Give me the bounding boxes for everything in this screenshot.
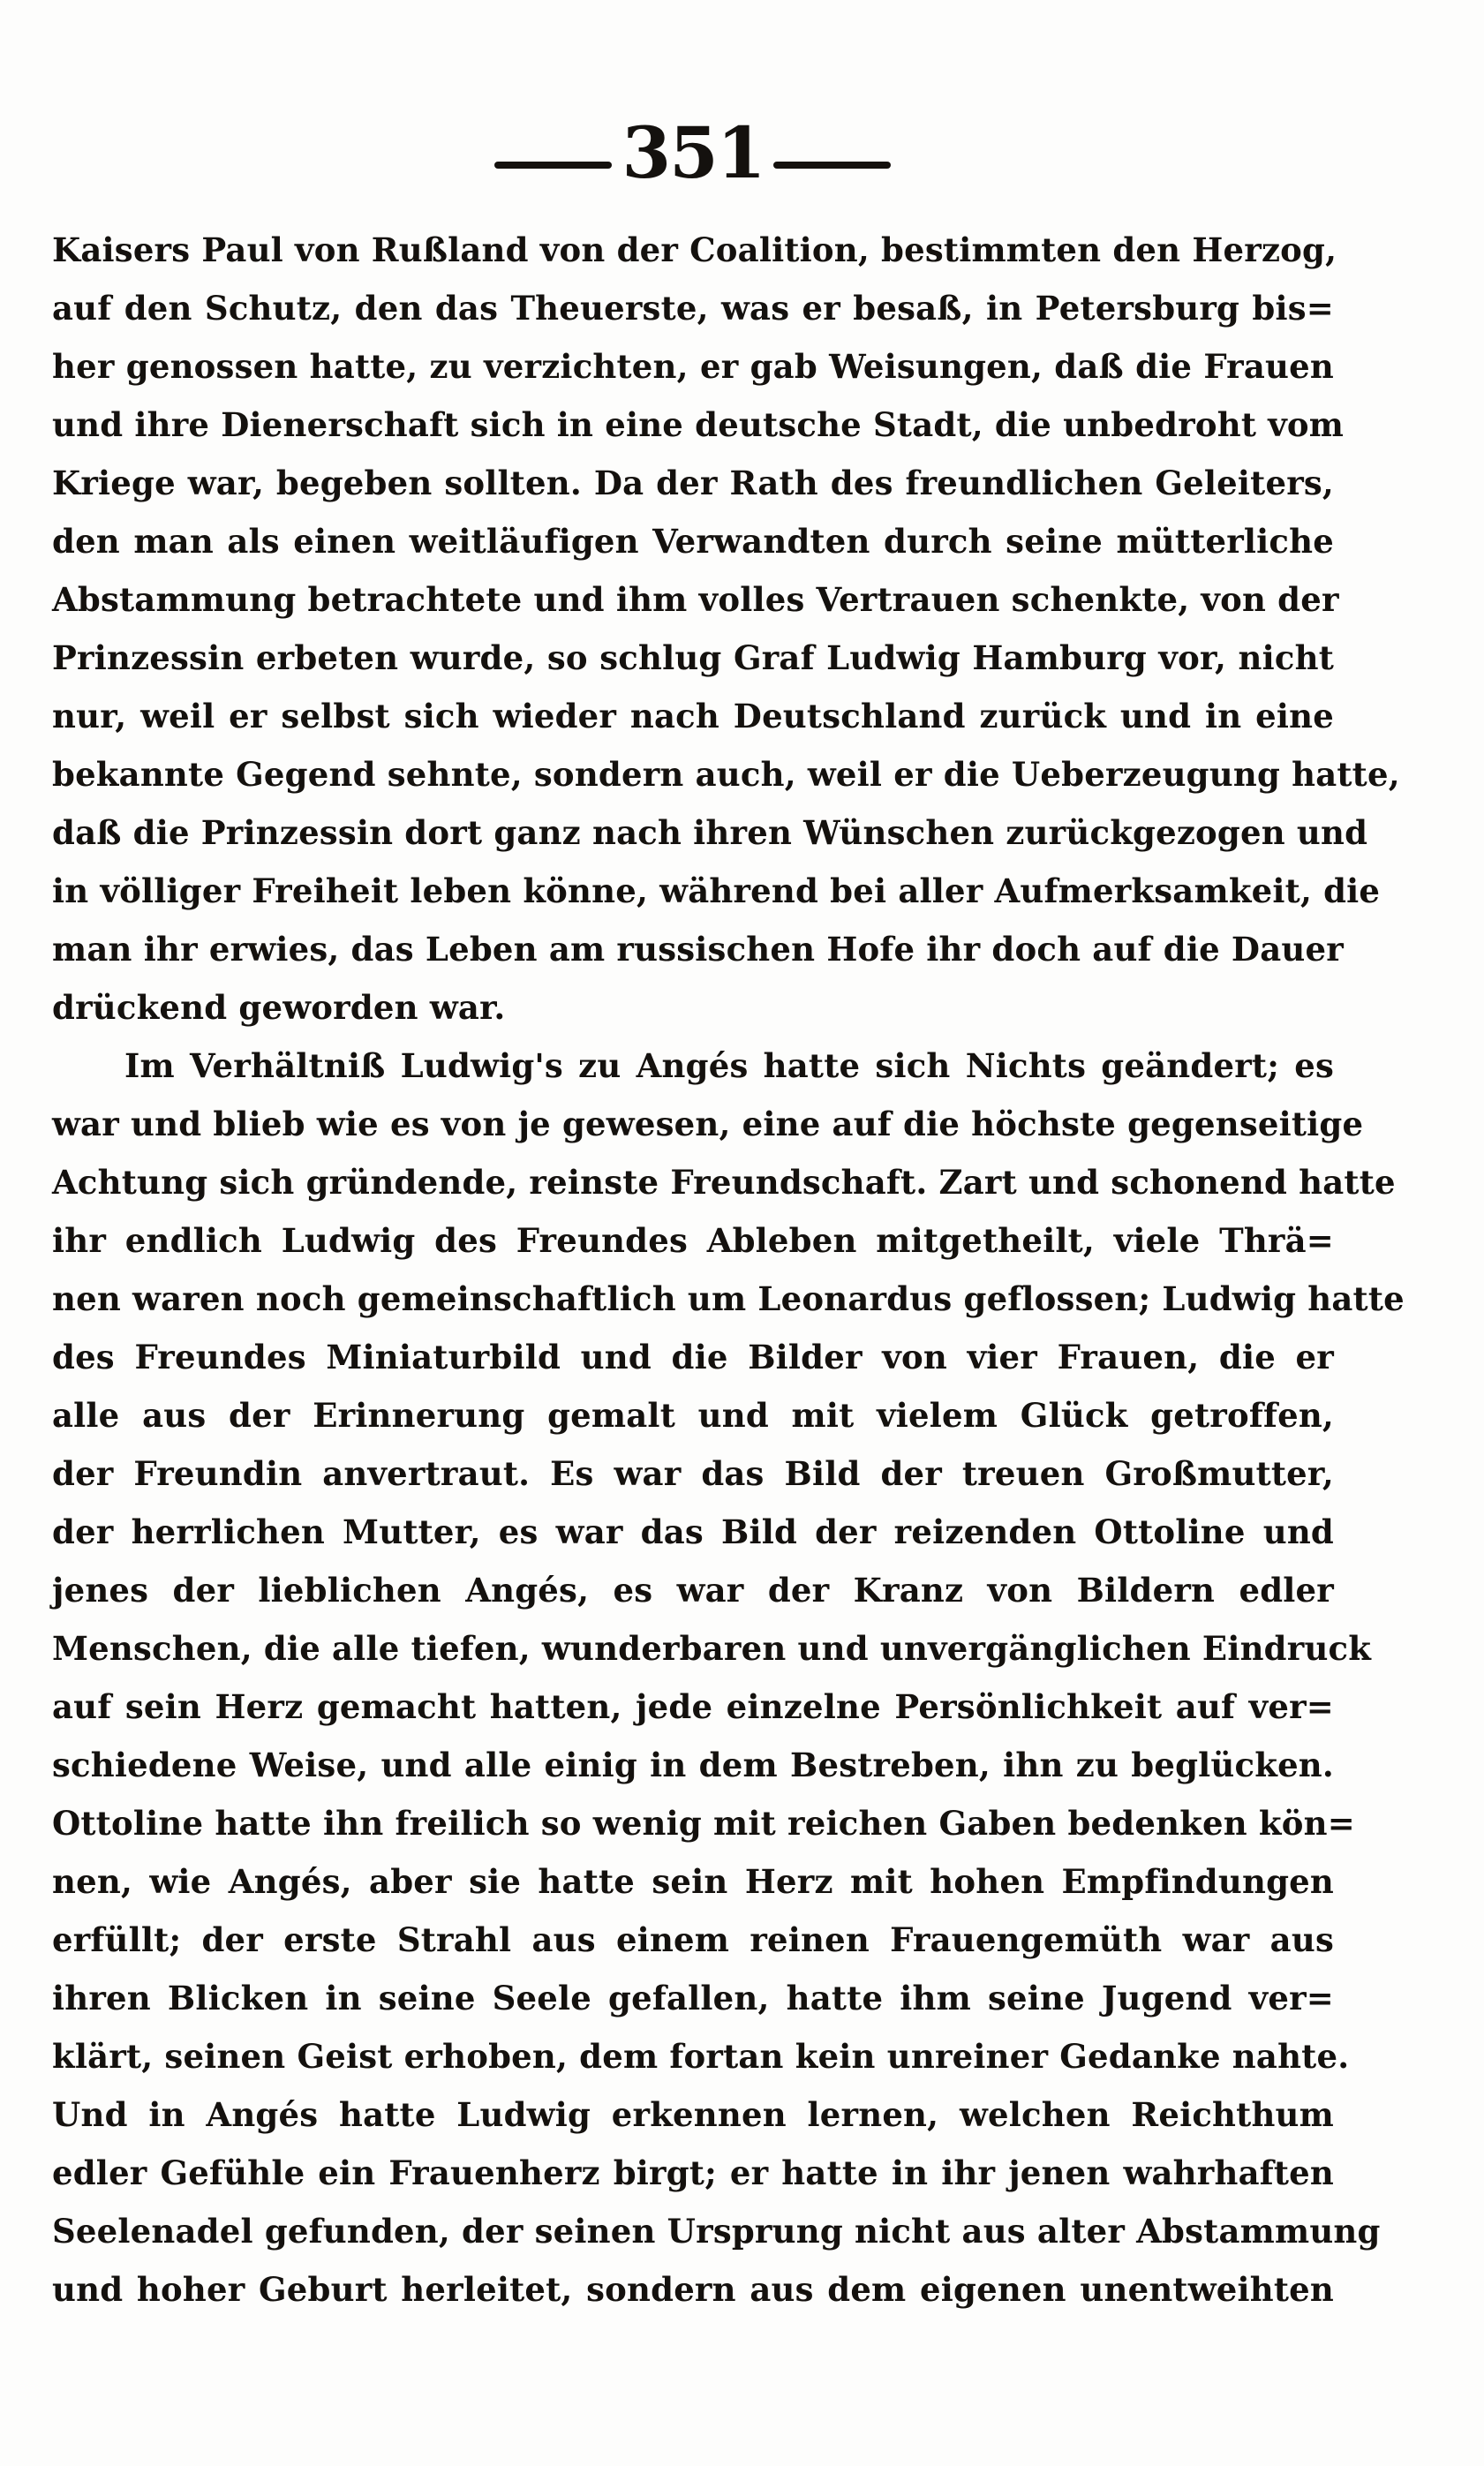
text-line: Menschen, die alle tiefen, wunderbaren und unvergänglichen Eindruck bbox=[52, 1629, 1372, 1668]
text-line: man ihr erwies, das Leben am russischen Hofe ihr doch auf die Dauer bbox=[52, 930, 1344, 969]
text-line: nen, wie Angés, aber sie hatte sein Herz mit hohen Empfindungen bbox=[52, 1862, 1334, 1901]
text-line: nur, weil er selbst sich wieder nach Deutschland zurück und in eine bbox=[52, 697, 1334, 735]
text-line: auf sein Herz gemacht hatten, jede einzelne Persönlichkeit auf ver= bbox=[52, 1687, 1334, 1726]
text-line: bekannte Gegend sehnte, sondern auch, weil er die Ueberzeugung hatte, bbox=[52, 755, 1400, 794]
text-line: den man als einen weitläufigen Verwandten durch seine mütterliche bbox=[52, 522, 1334, 561]
text-line: Im Verhältniß Ludwig's zu Angés hatte sich Nichts geändert; es bbox=[124, 1046, 1334, 1085]
text-line: des Freundes Miniaturbild und die Bilder von vier Frauen, die er bbox=[52, 1338, 1334, 1376]
text-line: Ottoline hatte ihn freilich so wenig mit reichen Gaben bedenken kön= bbox=[52, 1804, 1355, 1843]
page-number: 351 bbox=[621, 111, 765, 194]
text-line: jenes der lieblichen Angés, es war der Kranz von Bildern edler bbox=[52, 1571, 1334, 1610]
paragraph bbox=[52, 221, 1400, 1037]
text-line: Prinzessin erbeten wurde, so schlug Graf Ludwig Hamburg vor, nicht bbox=[52, 638, 1334, 677]
text-line: Kriege war, begeben sollten. Da der Rath des freundlichen Geleiters, bbox=[52, 464, 1334, 502]
text-line: in völliger Freiheit leben könne, während bei aller Aufmerksamkeit, die bbox=[52, 871, 1381, 910]
text-line: drückend geworden war. bbox=[52, 988, 506, 1027]
text-line: Achtung sich gründende, reinste Freundschaft. Zart und schonend hatte bbox=[52, 1163, 1396, 1202]
text-line: und ihre Dienerschaft sich in eine deutsche Stadt, die unbedroht vom bbox=[52, 405, 1345, 444]
text-line: der Freundin anvertraut. Es war das Bild der treuen Großmutter, bbox=[52, 1454, 1334, 1493]
text-line: her genossen hatte, zu verzichten, er gab Weisungen, daß die Frauen bbox=[52, 347, 1334, 386]
text-line: ihren Blicken in seine Seele gefallen, hatte ihm seine Jugend ver= bbox=[52, 1979, 1334, 2017]
text-line: auf den Schutz, den das Theuerste, was er besaß, in Petersburg bis= bbox=[52, 289, 1334, 328]
text-line: erfüllt; der erste Strahl aus einem reinen Frauengemüth war aus bbox=[52, 1920, 1334, 1959]
text-line: schiedene Weise, und alle einig in dem Bestreben, ihn zu beglücken. bbox=[52, 1746, 1334, 1784]
text-line: nen waren noch gemeinschaftlich um Leonardus geflossen; Ludwig hatte bbox=[52, 1279, 1405, 1318]
text-line: und hoher Geburt herleitet, sondern aus dem eigenen unentweihten bbox=[52, 2270, 1334, 2309]
text-line: edler Gefühle ein Frauenherz birgt; er hatte in ihr jenen wahrhaften bbox=[52, 2153, 1334, 2192]
page-header bbox=[0, 0, 1484, 203]
text-line: Und in Angés hatte Ludwig erkennen lernen, welchen Reichthum bbox=[52, 2095, 1334, 2134]
text-line: klärt, seinen Geist erhoben, dem fortan kein unreiner Gedanke nahte. bbox=[52, 2037, 1350, 2076]
text-line: Abstammung betrachtete und ihm volles Vertrauen schenkte, von der bbox=[52, 580, 1339, 619]
text-line: Seelenadel gefunden, der seinen Ursprung nicht aus alter Abstammung bbox=[52, 2212, 1381, 2251]
text-line: alle aus der Erinnerung gemalt und mit vielem Glück getroffen, bbox=[52, 1396, 1334, 1435]
text-line: ihr endlich Ludwig des Freundes Ableben mitgetheilt, viele Thrä= bbox=[52, 1221, 1334, 1260]
text-line: daß die Prinzessin dort ganz nach ihren Wünschen zurückgezogen und bbox=[52, 813, 1368, 852]
text-line: der herrlichen Mutter, es war das Bild der reizenden Ottoline und bbox=[52, 1512, 1334, 1551]
text-line: war und blieb wie es von je gewesen, eine auf die höchste gegenseitige bbox=[52, 1105, 1364, 1143]
paragraph bbox=[52, 1037, 1405, 2319]
text-line: Kaisers Paul von Rußland von der Coalition, bestimmten den Herzog, bbox=[52, 230, 1337, 269]
header-rule-right bbox=[773, 162, 891, 169]
text-block bbox=[52, 221, 1405, 2319]
